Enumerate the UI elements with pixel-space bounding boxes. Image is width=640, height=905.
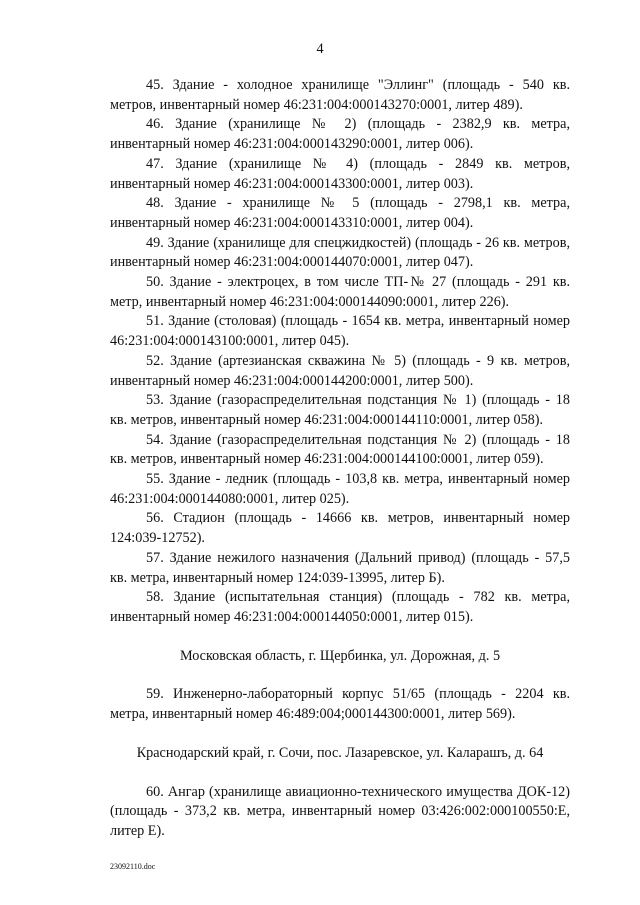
list-item: 60. Ангар (хранилище авиационно-технического имущества ДОК-12) (площадь - 373,2 кв. метра, инвентарный номер 03:426:002:000100550:Е, литер Е). bbox=[110, 783, 570, 839]
page-number: 4 bbox=[316, 41, 324, 57]
document-body bbox=[110, 76, 570, 842]
list-item: 45. Здание - холодное хранилище "Эллинг" (площадь - 540 кв. метров, инвентарный номер 46:231:004:000143270:0001, литер 489). bbox=[110, 77, 570, 113]
section-heading-moscow: Московская область, г. Щербинка, ул. Дорожная, д. 5 bbox=[179, 647, 501, 664]
list-item: 51. Здание (столовая) (площадь - 1654 кв. метра, инвентарный номер 46:231:004:000143100:0001, литер 045). bbox=[110, 313, 570, 350]
list-item: 53. Здание (газораспределительная подстанция № 1) (площадь - 18 кв. метров, инвентарный номер 46:231:004:000144110:0001, литер 058). bbox=[110, 392, 570, 428]
footer-filename: 23092110.doc bbox=[110, 862, 156, 871]
list-item: 48. Здание - хранилище № 5 (площадь - 2798,1 кв. метра, инвентарный номер 46:231:004:000143310:0001, литер 004). bbox=[110, 195, 570, 231]
list-item: 55. Здание - ледник (площадь - 103,8 кв. метра, инвентарный номер 46:231:004:000144080:0001, литер 025). bbox=[110, 471, 570, 507]
list-item: 58. Здание (испытательная станция) (площадь - 782 кв. метра, инвентарный номер 46:231:004:000144050:0001, литер 015). bbox=[110, 589, 570, 625]
list-item: 57. Здание нежилого назначения (Дальний привод) (площадь - 57,5 кв. метра, инвентарный номер 124:039-13995, литер Б). bbox=[110, 549, 570, 586]
section-heading-krasnodar: Краснодарский край, г. Сочи, пос. Лазаревское, ул. Каларашъ, д. 64 bbox=[136, 744, 544, 761]
list-item: 49. Здание (хранилище для спецжидкостей) (площадь - 26 кв. метров, инвентарный номер 46:231:004:000144070:0001, литер 047). bbox=[110, 234, 570, 271]
list-item: 59. Инженерно-лабораторный корпус 51/65 (площадь - 2204 кв. метра, инвентарный номер 46:489:004;000144300:0001, литер 569). bbox=[110, 686, 570, 723]
list-item: 52. Здание (артезианская скважина № 5) (площадь - 9 кв. метров, инвентарный номер 46:231:004:000144200:0001, литер 500). bbox=[110, 352, 570, 389]
list-item: 47. Здание (хранилище № 4) (площадь - 2849 кв. метров, инвентарный номер 46:231:004:000143300:0001, литер 003). bbox=[110, 155, 570, 192]
list-item: 50. Здание - электроцех, в том числе ТП-№ 27 (площадь - 291 кв. метр, инвентарный номер 46:231:004:000144090:0001, литер 226). bbox=[110, 274, 570, 310]
list-item: 56. Стадион (площадь - 14666 кв. метров, инвентарный номер 124:039-12752). bbox=[110, 510, 570, 547]
list-item: 54. Здание (газораспределительная подстанция № 2) (площадь - 18 кв. метров, инвентарный номер 46:231:004:000144100:0001, литер 059). bbox=[110, 431, 570, 468]
list-item: 46. Здание (хранилище № 2) (площадь - 2382,9 кв. метра, инвентарный номер 46:231:004:000143290:0001, литер 006). bbox=[110, 116, 570, 153]
